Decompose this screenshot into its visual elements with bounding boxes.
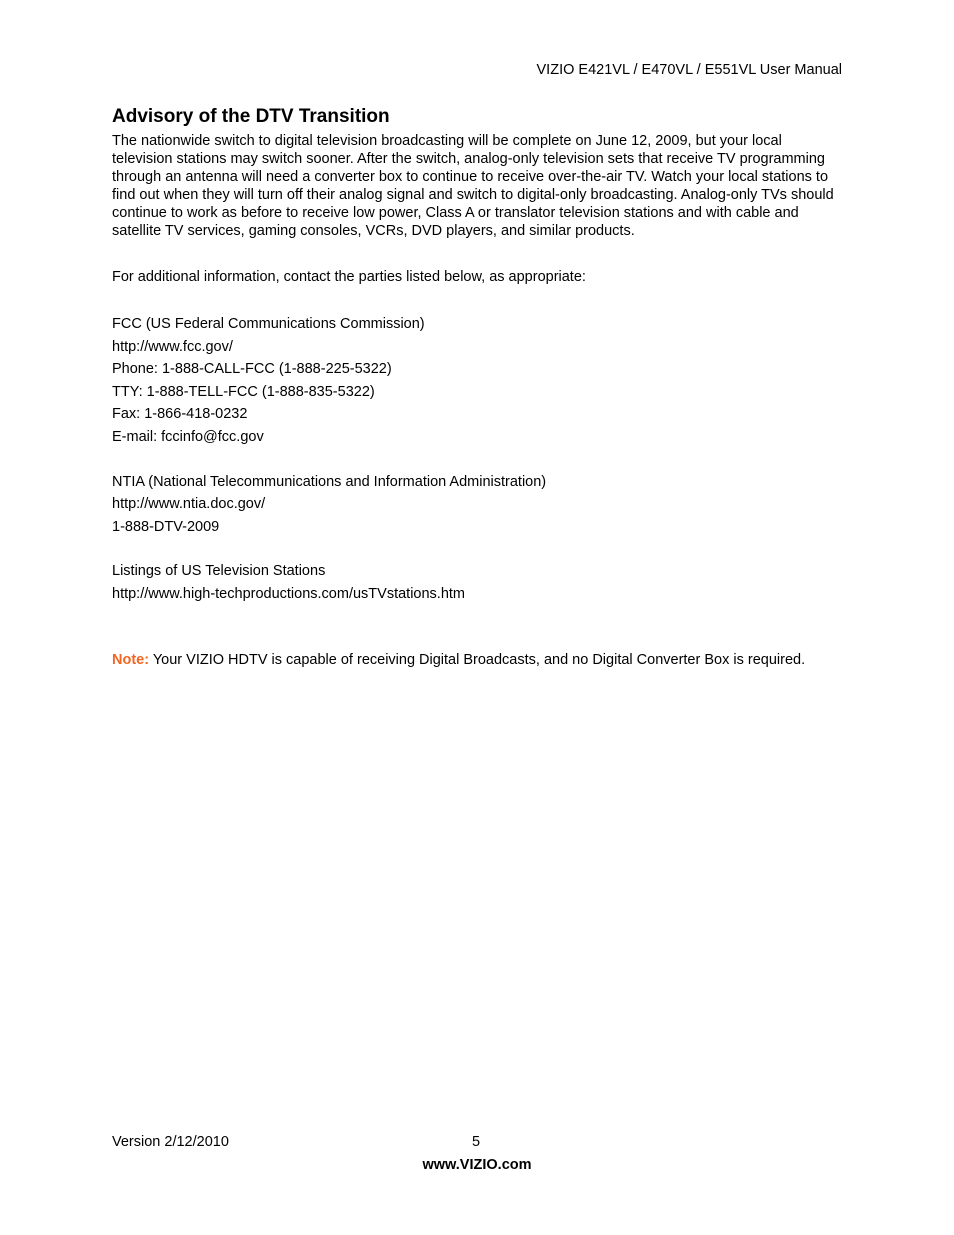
ntia-contact-group [112, 471, 842, 539]
manual-title: VIZIO E421VL / E470VL / E551VL User Manual [536, 62, 842, 78]
listings-url: http://www.high-techproductions.com/usTVstations.htm [112, 585, 465, 602]
page-content [112, 104, 842, 683]
fcc-name: FCC (US Federal Communications Commission) [112, 316, 425, 332]
listings-name: Listings of US Television Stations [112, 563, 326, 580]
note-text: Your VIZIO HDTV is capable of receiving Digital Broadcasts, and no Digital Converter Box is required. [149, 651, 806, 668]
footer-version: Version 2/12/2010 [112, 1134, 229, 1150]
section-heading: Advisory of the DTV Transition [112, 106, 390, 127]
listings-contact-group [112, 560, 842, 605]
contact-lead: For additional information, contact the parties listed below, as appropriate: [112, 269, 586, 285]
note-paragraph [112, 651, 842, 669]
note-label: Note: [112, 651, 150, 668]
ntia-phone: 1-888-DTV-2009 [112, 518, 220, 535]
fcc-url: http://www.fcc.gov/ [112, 338, 233, 355]
fcc-contact-group [112, 313, 842, 449]
fcc-fax: Fax: 1-866-418-0232 [112, 406, 248, 423]
ntia-url: http://www.ntia.doc.gov/ [112, 496, 266, 513]
fcc-tty: TTY: 1-888-TELL-FCC (1-888-835-5322) [112, 383, 375, 400]
fcc-email: E-mail: fccinfo@fcc.gov [112, 428, 264, 445]
fcc-phone: Phone: 1-888-CALL-FCC (1-888-225-5322) [112, 361, 392, 378]
footer-website: www.VIZIO.com [422, 1157, 532, 1173]
intro-paragraph: The nationwide switch to digital television broadcasting will be complete on June 12, 2009, but your local television stations may switch sooner. After the switch, analog-only television sets that receive TV programming through an antenna will need a converter box to continue to receive over-the-air TV. Watch your local stations to find out when they will turn off their analog signal and switch to digital-only broadcasting. Analog-only TVs should continue to work as before to receive low power, Class A or translator television stations and with cable and satellite TV services, gaming consoles, VCRs, DVD players, and similar products. [112, 133, 834, 239]
ntia-name: NTIA (National Telecommunications and Information Administration) [112, 473, 547, 490]
footer-page-number: 5 [472, 1134, 481, 1150]
